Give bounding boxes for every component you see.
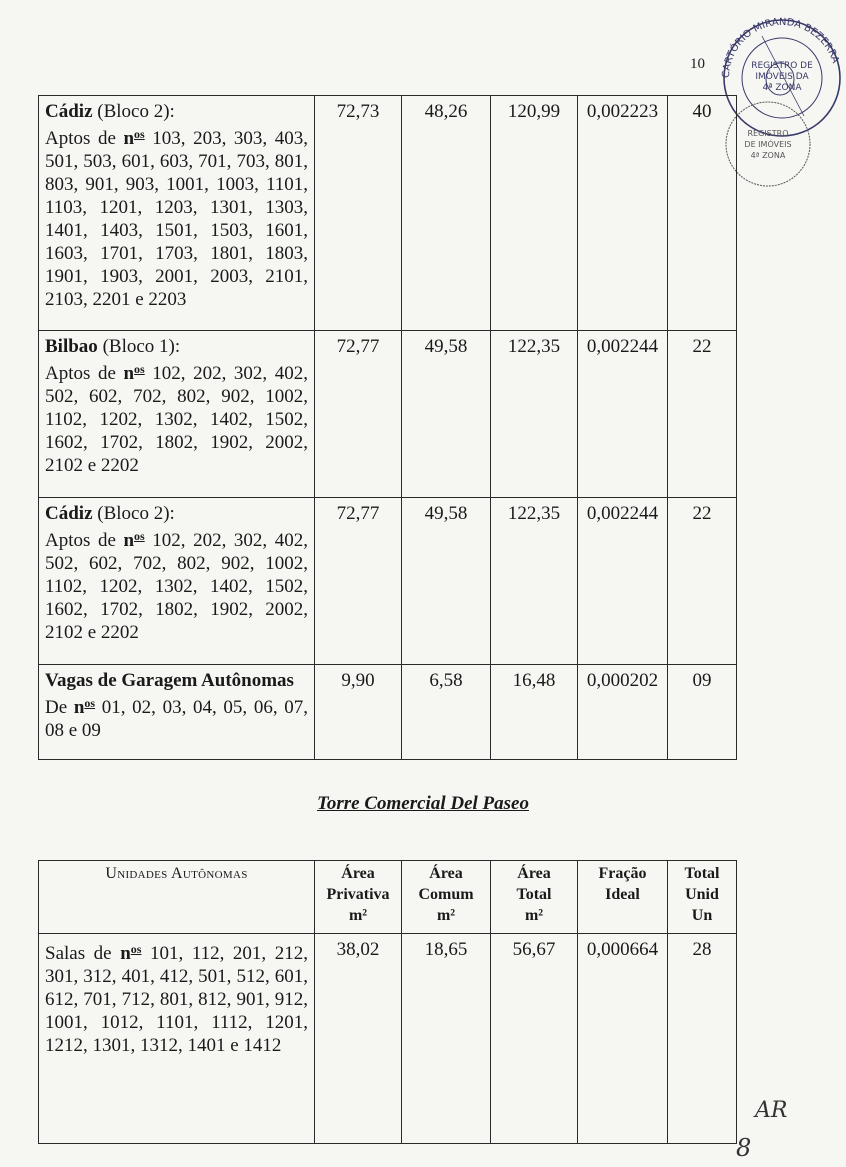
unit-os: os bbox=[84, 696, 96, 710]
header-line: Total bbox=[516, 886, 552, 903]
header-line: m² bbox=[436, 907, 456, 924]
fracao-ideal: 0,000202 bbox=[578, 665, 668, 760]
header-line: Un bbox=[691, 907, 713, 924]
svg-text:CARTÓRIO MIRANDA BEZERRA: CARTÓRIO MIRANDA BEZERRA bbox=[720, 16, 841, 79]
header-fracao-ideal bbox=[578, 861, 668, 934]
fracao-ideal: 0,002244 bbox=[578, 498, 668, 665]
header-area-total bbox=[491, 861, 578, 934]
table-row bbox=[39, 665, 737, 760]
svg-text:REGISTRO: REGISTRO bbox=[747, 129, 789, 138]
total-unidades: 28 bbox=[668, 934, 737, 1144]
area-comum: 18,65 bbox=[402, 934, 491, 1144]
header-line: Área bbox=[517, 865, 551, 882]
area-comum: 49,58 bbox=[402, 498, 491, 665]
unit-description bbox=[39, 498, 315, 665]
header-line: Total bbox=[684, 865, 720, 882]
area-comum: 49,58 bbox=[402, 331, 491, 498]
unit-lead: Salas de bbox=[45, 943, 121, 964]
unit-lead: Aptos de bbox=[45, 363, 124, 384]
svg-text:REGISTRO DE: REGISTRO DE bbox=[751, 61, 813, 71]
header-line: Unid bbox=[685, 886, 719, 903]
section-title: Torre Comercial Del Paseo bbox=[317, 793, 529, 814]
total-unidades: 40 bbox=[668, 96, 737, 331]
unit-os: os bbox=[130, 942, 142, 956]
svg-text:4ª ZONA: 4ª ZONA bbox=[750, 151, 786, 160]
block-name: Bilbao bbox=[45, 336, 98, 357]
units-table-residential bbox=[38, 95, 737, 760]
fracao-ideal: 0,002244 bbox=[578, 331, 668, 498]
area-total: 122,35 bbox=[491, 331, 578, 498]
block-name: Vagas de Garagem Autônomas bbox=[45, 670, 294, 691]
unit-description bbox=[39, 665, 315, 760]
unit-n: n bbox=[123, 363, 135, 384]
block-name: Cádiz bbox=[45, 503, 93, 524]
unit-n: n bbox=[123, 128, 135, 149]
header-line: Ideal bbox=[605, 886, 640, 903]
unit-description bbox=[39, 331, 315, 498]
total-unidades: 22 bbox=[668, 331, 737, 498]
area-total: 120,99 bbox=[491, 96, 578, 331]
page-number: 10 bbox=[690, 56, 705, 72]
handwritten-signature: 8 bbox=[736, 1134, 752, 1162]
fracao-ideal: 0,000664 bbox=[578, 934, 668, 1144]
block-suffix: (Bloco 1): bbox=[97, 336, 181, 357]
header-area-privativa bbox=[315, 861, 402, 934]
header-line: Área bbox=[341, 865, 375, 882]
units-table-commercial bbox=[38, 860, 737, 1144]
header-line: Área bbox=[429, 865, 463, 882]
unit-os: os bbox=[134, 529, 145, 543]
header-area-comum bbox=[402, 861, 491, 934]
unit-n: n bbox=[123, 530, 135, 551]
area-total: 122,35 bbox=[491, 498, 578, 665]
unit-lead: Aptos de bbox=[45, 128, 124, 149]
unit-lead: De bbox=[45, 697, 74, 718]
unit-description bbox=[39, 934, 315, 1144]
area-privativa: 72,73 bbox=[315, 96, 402, 331]
header-unidades: Unidades Autônomas bbox=[39, 861, 315, 934]
unit-list: 101, 112, 201, 212, 301, 312, 401, 412, 501, 512, 601, 612, 701, 712, 801, 812, 901, 912, 1001, 1012, 1101, 1112, 1201, 1212, 1301, 1312, 1401 e 1412 bbox=[45, 943, 309, 1056]
table-row bbox=[39, 934, 737, 1144]
header-line: Privativa bbox=[326, 886, 390, 903]
svg-text:4ª ZONA: 4ª ZONA bbox=[762, 83, 802, 93]
table-row bbox=[39, 96, 737, 331]
area-privativa: 9,90 bbox=[315, 665, 402, 760]
unit-os: os bbox=[134, 127, 145, 141]
header-total-unid bbox=[668, 861, 737, 934]
area-privativa: 72,77 bbox=[315, 498, 402, 665]
area-privativa: 72,77 bbox=[315, 331, 402, 498]
fracao-ideal: 0,002223 bbox=[578, 96, 668, 331]
unit-n: n bbox=[120, 943, 131, 964]
unit-list: 102, 202, 302, 402, 502, 602, 702, 802, 902, 1002, 1102, 1202, 1302, 1402, 1502, 1602, 1702, 1802, 1902, 2002, 2102 e 2202 bbox=[45, 530, 308, 643]
area-comum: 6,58 bbox=[402, 665, 491, 760]
header-line: Comum bbox=[418, 886, 474, 903]
table-row bbox=[39, 331, 737, 498]
unit-list: 102, 202, 302, 402, 502, 602, 702, 802, 902, 1002, 1102, 1202, 1302, 1402, 1502, 1602, 1702, 1802, 1902, 2002, 2102 e 2202 bbox=[45, 363, 308, 476]
header-line: Fração bbox=[598, 865, 647, 882]
unit-n: n bbox=[73, 697, 85, 718]
svg-text:IMÓVEIS DA: IMÓVEIS DA bbox=[755, 72, 809, 82]
header-line: m² bbox=[524, 907, 544, 924]
total-unidades: 09 bbox=[668, 665, 737, 760]
table-header-row bbox=[39, 861, 737, 934]
unit-description bbox=[39, 96, 315, 331]
area-total: 56,67 bbox=[491, 934, 578, 1144]
block-name: Cádiz bbox=[45, 101, 93, 122]
total-unidades: 22 bbox=[668, 498, 737, 665]
block-suffix: (Bloco 2): bbox=[92, 503, 175, 524]
unit-list: 01, 02, 03, 04, 05, 06, 07, 08 e 09 bbox=[45, 697, 309, 741]
svg-text:DE IMÓVEIS: DE IMÓVEIS bbox=[744, 140, 792, 149]
area-total: 16,48 bbox=[491, 665, 578, 760]
unit-lead: Aptos de bbox=[45, 530, 124, 551]
header-line: m² bbox=[348, 907, 368, 924]
block-suffix: (Bloco 2): bbox=[92, 101, 175, 122]
area-comum: 48,26 bbox=[402, 96, 491, 331]
handwritten-initials: AR bbox=[755, 1098, 788, 1123]
table-row bbox=[39, 498, 737, 665]
unit-list: 103, 203, 303, 403, 501, 503, 601, 603, 701, 703, 801, 803, 901, 903, 1001, 1003, 1101, 1103, 1201, 1203, 1301, 1303, 1401, 1403, 1501, 1503, 1601, 1603, 1701, 1703, 1801, 1803, 1901, 1903, 2001, 2003, 2101, 2103, 2201 e 2203 bbox=[45, 128, 308, 310]
unit-os: os bbox=[134, 362, 145, 376]
area-privativa: 38,02 bbox=[315, 934, 402, 1144]
